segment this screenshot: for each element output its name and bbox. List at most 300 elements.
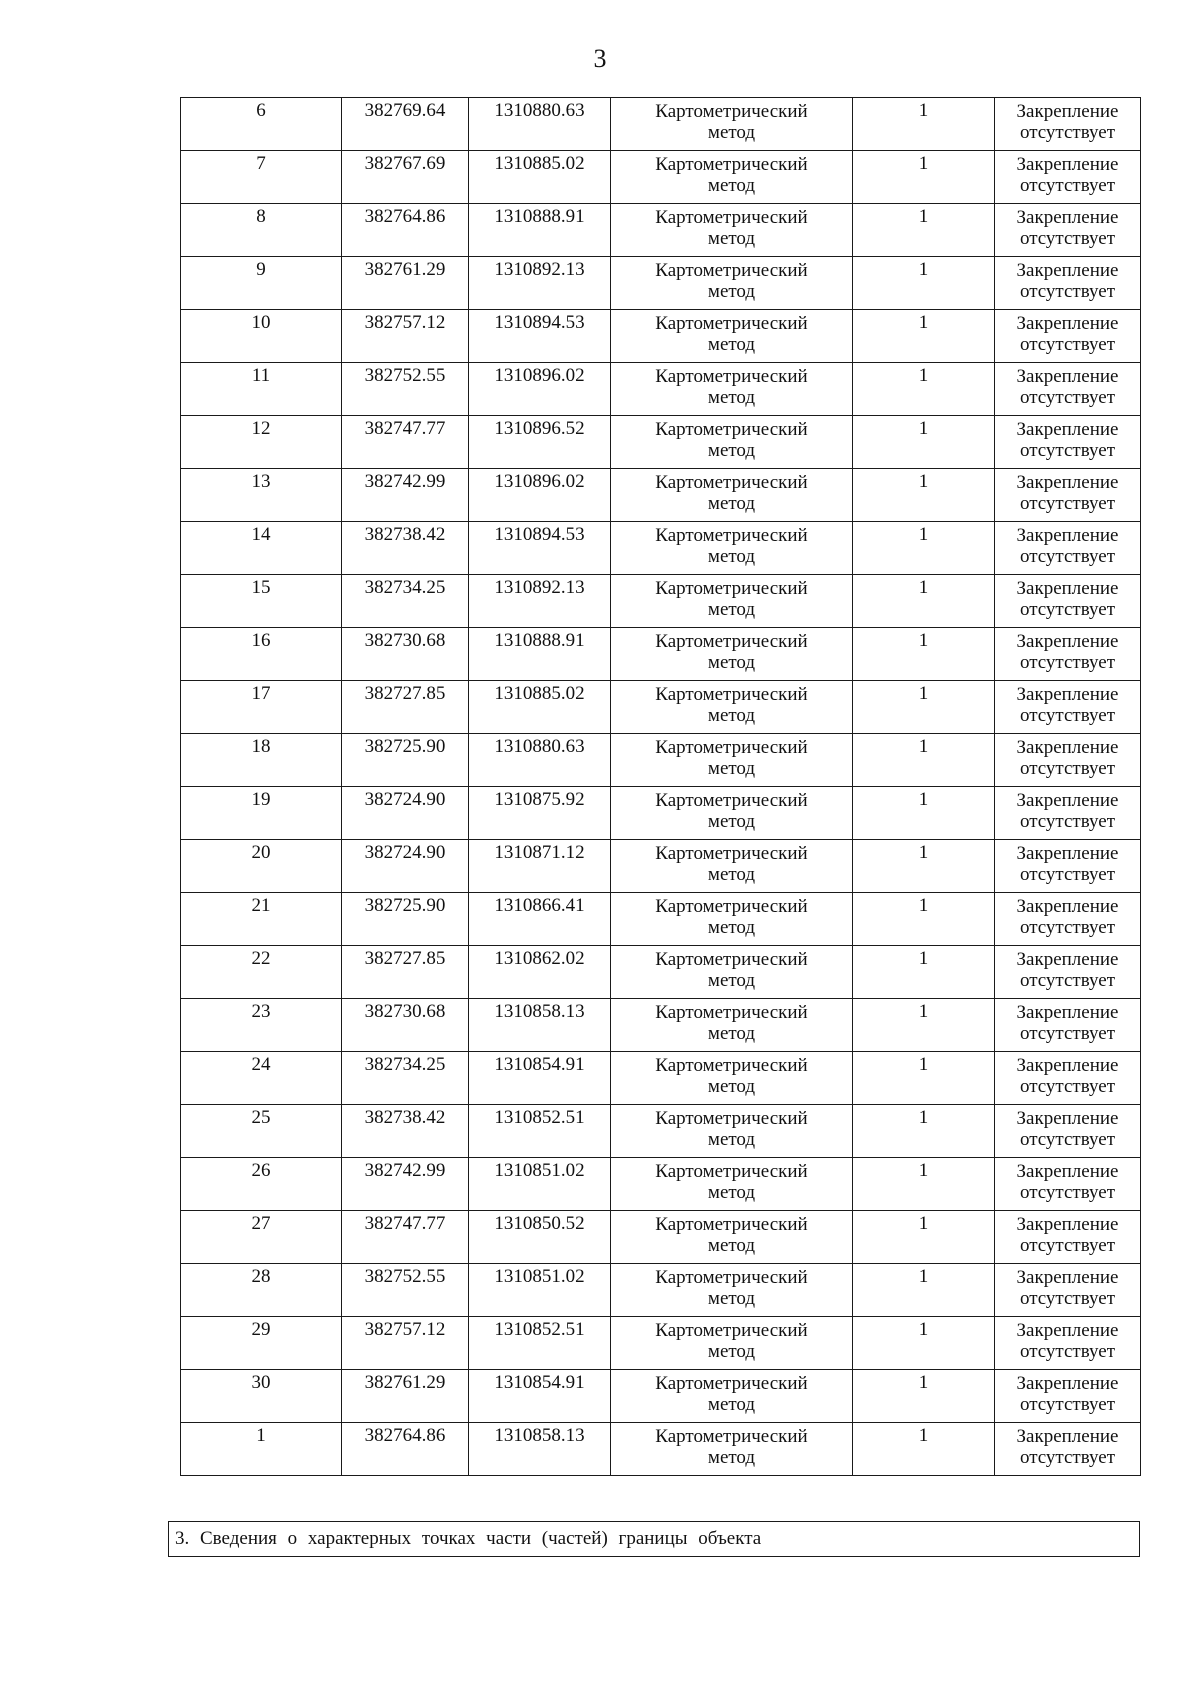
fixation-cell xyxy=(995,416,1141,469)
fixation-line-2: отсутствует xyxy=(1019,705,1116,726)
x-coordinate-cell xyxy=(342,363,469,416)
point-number: 30 xyxy=(251,1372,271,1393)
point-number-cell xyxy=(181,840,342,893)
method-line-2: метод xyxy=(707,705,756,726)
y-coordinate-cell xyxy=(469,204,611,257)
table-row xyxy=(181,999,1141,1052)
method-cell xyxy=(611,787,853,840)
table-row xyxy=(181,363,1141,416)
method-cell xyxy=(611,363,853,416)
y-coordinate-cell xyxy=(469,1423,611,1476)
method-line-2: метод xyxy=(707,387,756,408)
method-line-1: Картометрический xyxy=(655,1320,808,1341)
fixation-cell xyxy=(995,681,1141,734)
fixation-line-2: отсутствует xyxy=(1019,228,1116,249)
fixation-line-2: отсутствует xyxy=(1019,599,1116,620)
x-coordinate: 382734.25 xyxy=(364,577,446,598)
fixation-line-2: отсутствует xyxy=(1019,440,1116,461)
accuracy-cell xyxy=(853,1158,995,1211)
accuracy-cell xyxy=(853,840,995,893)
page-number: 3 xyxy=(593,44,607,73)
y-coordinate: 1310885.02 xyxy=(494,683,585,704)
table-row xyxy=(181,946,1141,999)
fixation-line-1: Закрепление xyxy=(1016,1214,1119,1235)
point-number: 28 xyxy=(251,1266,271,1287)
method-cell xyxy=(611,1052,853,1105)
fixation-line-1: Закрепление xyxy=(1016,154,1119,175)
x-coordinate-cell xyxy=(342,522,469,575)
method-line-2: метод xyxy=(707,281,756,302)
method-line-1: Картометрический xyxy=(655,1002,808,1023)
method-cell xyxy=(611,999,853,1052)
fixation-line-1: Закрепление xyxy=(1016,207,1119,228)
y-coordinate: 1310880.63 xyxy=(494,736,585,757)
method-cell xyxy=(611,416,853,469)
y-coordinate-cell xyxy=(469,151,611,204)
table-row xyxy=(181,151,1141,204)
method-line-1: Картометрический xyxy=(655,366,808,387)
y-coordinate-cell xyxy=(469,522,611,575)
table-row xyxy=(181,893,1141,946)
x-coordinate: 382761.29 xyxy=(364,1372,446,1393)
method-cell xyxy=(611,1211,853,1264)
y-coordinate: 1310854.91 xyxy=(494,1054,585,1075)
fixation-cell xyxy=(995,522,1141,575)
y-coordinate-cell xyxy=(469,999,611,1052)
accuracy-value: 1 xyxy=(918,683,929,704)
method-line-1: Картометрический xyxy=(655,313,808,334)
x-coordinate-cell xyxy=(342,469,469,522)
fixation-cell xyxy=(995,946,1141,999)
point-number-cell xyxy=(181,416,342,469)
y-coordinate-cell xyxy=(469,363,611,416)
method-cell xyxy=(611,1105,853,1158)
y-coordinate-cell xyxy=(469,787,611,840)
point-number-cell xyxy=(181,575,342,628)
y-coordinate: 1310894.53 xyxy=(494,524,585,545)
table-row xyxy=(181,204,1141,257)
fixation-line-2: отсутствует xyxy=(1019,1076,1116,1097)
fixation-cell xyxy=(995,257,1141,310)
fixation-line-1: Закрепление xyxy=(1016,1161,1119,1182)
method-line-2: метод xyxy=(707,1076,756,1097)
fixation-cell xyxy=(995,1158,1141,1211)
x-coordinate: 382727.85 xyxy=(364,683,446,704)
y-coordinate: 1310885.02 xyxy=(494,153,585,174)
accuracy-value: 1 xyxy=(918,1319,929,1340)
x-coordinate-cell xyxy=(342,204,469,257)
x-coordinate: 382725.90 xyxy=(364,736,446,757)
method-line-1: Картометрический xyxy=(655,790,808,811)
x-coordinate-cell xyxy=(342,734,469,787)
table-row xyxy=(181,257,1141,310)
fixation-cell xyxy=(995,840,1141,893)
fixation-line-1: Закрепление xyxy=(1016,1320,1119,1341)
fixation-line-1: Закрепление xyxy=(1016,1055,1119,1076)
point-number-cell xyxy=(181,469,342,522)
point-number-cell xyxy=(181,257,342,310)
y-coordinate: 1310852.51 xyxy=(494,1319,585,1340)
section-3-heading: 3. Сведения о характерных точках части (частей) границы объекта xyxy=(169,1522,1140,1557)
fixation-cell xyxy=(995,1105,1141,1158)
x-coordinate: 382727.85 xyxy=(364,948,446,969)
fixation-line-1: Закрепление xyxy=(1016,1426,1119,1447)
fixation-line-1: Закрепление xyxy=(1016,1002,1119,1023)
y-coordinate-cell xyxy=(469,734,611,787)
table-row xyxy=(181,522,1141,575)
method-line-1: Картометрический xyxy=(655,1426,808,1447)
method-line-1: Картометрический xyxy=(655,154,808,175)
method-line-1: Картометрический xyxy=(655,1108,808,1129)
y-coordinate-cell xyxy=(469,1158,611,1211)
fixation-line-2: отсутствует xyxy=(1019,1023,1116,1044)
y-coordinate: 1310875.92 xyxy=(494,789,585,810)
x-coordinate-cell xyxy=(342,999,469,1052)
point-number: 16 xyxy=(251,630,271,651)
point-number: 7 xyxy=(256,153,266,174)
y-coordinate: 1310866.41 xyxy=(494,895,585,916)
method-line-2: метод xyxy=(707,758,756,779)
accuracy-cell xyxy=(853,893,995,946)
fixation-line-1: Закрепление xyxy=(1016,101,1119,122)
point-number: 1 xyxy=(256,1425,266,1446)
y-coordinate-cell xyxy=(469,257,611,310)
table-row xyxy=(181,840,1141,893)
method-line-1: Картометрический xyxy=(655,843,808,864)
point-number: 19 xyxy=(251,789,271,810)
fixation-line-1: Закрепление xyxy=(1016,949,1119,970)
fixation-cell xyxy=(995,1264,1141,1317)
method-line-2: метод xyxy=(707,228,756,249)
accuracy-cell xyxy=(853,1264,995,1317)
fixation-line-1: Закрепление xyxy=(1016,737,1119,758)
table-row xyxy=(181,1052,1141,1105)
method-line-1: Картометрический xyxy=(655,1267,808,1288)
method-line-1: Картометрический xyxy=(655,472,808,493)
y-coordinate: 1310880.63 xyxy=(494,100,585,121)
fixation-line-1: Закрепление xyxy=(1016,366,1119,387)
fixation-cell xyxy=(995,1211,1141,1264)
y-coordinate: 1310852.51 xyxy=(494,1107,585,1128)
fixation-cell xyxy=(995,151,1141,204)
fixation-line-2: отсутствует xyxy=(1019,811,1116,832)
point-number: 12 xyxy=(251,418,271,439)
method-cell xyxy=(611,98,853,151)
method-line-1: Картометрический xyxy=(655,949,808,970)
fixation-cell xyxy=(995,204,1141,257)
x-coordinate: 382769.64 xyxy=(364,100,446,121)
accuracy-value: 1 xyxy=(918,206,929,227)
point-number-cell xyxy=(181,363,342,416)
accuracy-value: 1 xyxy=(918,100,929,121)
accuracy-cell xyxy=(853,1370,995,1423)
method-cell xyxy=(611,257,853,310)
fixation-line-2: отсутствует xyxy=(1019,652,1116,673)
method-line-2: метод xyxy=(707,334,756,355)
table-row xyxy=(181,1317,1141,1370)
x-coordinate-cell xyxy=(342,151,469,204)
table-row xyxy=(181,575,1141,628)
accuracy-cell xyxy=(853,257,995,310)
table-row xyxy=(181,416,1141,469)
point-number-cell xyxy=(181,522,342,575)
accuracy-value: 1 xyxy=(918,577,929,598)
y-coordinate-cell xyxy=(469,1264,611,1317)
accuracy-value: 1 xyxy=(918,524,929,545)
method-line-2: метод xyxy=(707,970,756,991)
accuracy-cell xyxy=(853,575,995,628)
method-line-2: метод xyxy=(707,175,756,196)
method-line-2: метод xyxy=(707,1394,756,1415)
x-coordinate: 382747.77 xyxy=(364,418,446,439)
y-coordinate: 1310888.91 xyxy=(494,206,585,227)
x-coordinate: 382730.68 xyxy=(364,630,446,651)
method-cell xyxy=(611,522,853,575)
method-line-1: Картометрический xyxy=(655,207,808,228)
method-cell xyxy=(611,681,853,734)
fixation-line-2: отсутствует xyxy=(1019,1341,1116,1362)
x-coordinate-cell xyxy=(342,1211,469,1264)
accuracy-value: 1 xyxy=(918,895,929,916)
y-coordinate-cell xyxy=(469,1105,611,1158)
accuracy-value: 1 xyxy=(918,1001,929,1022)
method-cell xyxy=(611,1317,853,1370)
accuracy-cell xyxy=(853,204,995,257)
method-line-1: Картометрический xyxy=(655,1055,808,1076)
accuracy-cell xyxy=(853,522,995,575)
method-cell xyxy=(611,469,853,522)
method-cell xyxy=(611,1158,853,1211)
method-line-1: Картометрический xyxy=(655,684,808,705)
point-number-cell xyxy=(181,893,342,946)
accuracy-cell xyxy=(853,1423,995,1476)
point-number: 21 xyxy=(251,895,271,916)
method-line-1: Картометрический xyxy=(655,1161,808,1182)
x-coordinate: 382764.86 xyxy=(364,206,446,227)
accuracy-cell xyxy=(853,946,995,999)
y-coordinate: 1310896.02 xyxy=(494,365,585,386)
point-number-cell xyxy=(181,1423,342,1476)
accuracy-cell xyxy=(853,310,995,363)
accuracy-value: 1 xyxy=(918,418,929,439)
point-number: 8 xyxy=(256,206,266,227)
method-cell xyxy=(611,151,853,204)
method-line-2: метод xyxy=(707,599,756,620)
method-cell xyxy=(611,893,853,946)
method-line-2: метод xyxy=(707,652,756,673)
fixation-line-1: Закрепление xyxy=(1016,313,1119,334)
method-cell xyxy=(611,840,853,893)
method-line-2: метод xyxy=(707,1341,756,1362)
fixation-cell xyxy=(995,999,1141,1052)
accuracy-value: 1 xyxy=(918,1372,929,1393)
y-coordinate-cell xyxy=(469,1052,611,1105)
method-line-2: метод xyxy=(707,811,756,832)
y-coordinate: 1310896.52 xyxy=(494,418,585,439)
method-cell xyxy=(611,734,853,787)
y-coordinate-cell xyxy=(469,840,611,893)
accuracy-value: 1 xyxy=(918,1054,929,1075)
x-coordinate: 382752.55 xyxy=(364,365,446,386)
y-coordinate: 1310892.13 xyxy=(494,577,585,598)
y-coordinate: 1310858.13 xyxy=(494,1425,585,1446)
method-cell xyxy=(611,1370,853,1423)
x-coordinate-cell xyxy=(342,257,469,310)
accuracy-cell xyxy=(853,1052,995,1105)
fixation-cell xyxy=(995,469,1141,522)
point-number: 29 xyxy=(251,1319,271,1340)
x-coordinate: 382767.69 xyxy=(364,153,446,174)
point-number-cell xyxy=(181,787,342,840)
fixation-line-1: Закрепление xyxy=(1016,525,1119,546)
fixation-line-2: отсутствует xyxy=(1019,1182,1116,1203)
fixation-cell xyxy=(995,575,1141,628)
fixation-line-1: Закрепление xyxy=(1016,1108,1119,1129)
accuracy-value: 1 xyxy=(918,312,929,333)
fixation-cell xyxy=(995,98,1141,151)
x-coordinate-cell xyxy=(342,628,469,681)
method-cell xyxy=(611,310,853,363)
method-line-1: Картометрический xyxy=(655,101,808,122)
accuracy-value: 1 xyxy=(918,1160,929,1181)
fixation-line-2: отсутствует xyxy=(1019,1288,1116,1309)
point-number: 27 xyxy=(251,1213,271,1234)
fixation-line-1: Закрепление xyxy=(1016,1267,1119,1288)
point-number: 26 xyxy=(251,1160,271,1181)
method-line-1: Картометрический xyxy=(655,737,808,758)
fixation-cell xyxy=(995,1052,1141,1105)
y-coordinate-cell xyxy=(469,1211,611,1264)
x-coordinate-cell xyxy=(342,1264,469,1317)
x-coordinate-cell xyxy=(342,1370,469,1423)
method-line-2: метод xyxy=(707,1447,756,1468)
method-line-1: Картометрический xyxy=(655,896,808,917)
accuracy-cell xyxy=(853,469,995,522)
fixation-line-1: Закрепление xyxy=(1016,790,1119,811)
method-cell xyxy=(611,204,853,257)
y-coordinate: 1310854.91 xyxy=(494,1372,585,1393)
fixation-cell xyxy=(995,893,1141,946)
y-coordinate-cell xyxy=(469,681,611,734)
y-coordinate: 1310858.13 xyxy=(494,1001,585,1022)
method-line-1: Картометрический xyxy=(655,260,808,281)
point-number: 23 xyxy=(251,1001,271,1022)
fixation-cell xyxy=(995,363,1141,416)
x-coordinate-cell xyxy=(342,310,469,363)
accuracy-cell xyxy=(853,1317,995,1370)
fixation-cell xyxy=(995,1423,1141,1476)
fixation-line-1: Закрепление xyxy=(1016,419,1119,440)
fixation-line-2: отсутствует xyxy=(1019,334,1116,355)
accuracy-value: 1 xyxy=(918,789,929,810)
accuracy-cell xyxy=(853,734,995,787)
x-coordinate: 382724.90 xyxy=(364,842,446,863)
method-line-1: Картометрический xyxy=(655,1373,808,1394)
y-coordinate: 1310851.02 xyxy=(494,1160,585,1181)
x-coordinate: 382764.86 xyxy=(364,1425,446,1446)
x-coordinate: 382738.42 xyxy=(364,524,446,545)
y-coordinate-cell xyxy=(469,946,611,999)
accuracy-value: 1 xyxy=(918,630,929,651)
method-line-2: метод xyxy=(707,122,756,143)
fixation-line-2: отсутствует xyxy=(1019,175,1116,196)
method-line-1: Картометрический xyxy=(655,631,808,652)
fixation-line-2: отсутствует xyxy=(1019,1235,1116,1256)
method-line-2: метод xyxy=(707,1288,756,1309)
table-row xyxy=(181,1370,1141,1423)
point-number-cell xyxy=(181,1105,342,1158)
method-line-2: метод xyxy=(707,1182,756,1203)
x-coordinate: 382761.29 xyxy=(364,259,446,280)
point-number: 10 xyxy=(251,312,271,333)
point-number-cell xyxy=(181,151,342,204)
y-coordinate-cell xyxy=(469,416,611,469)
method-line-2: метод xyxy=(707,493,756,514)
point-number-cell xyxy=(181,734,342,787)
accuracy-cell xyxy=(853,416,995,469)
x-coordinate-cell xyxy=(342,1105,469,1158)
accuracy-value: 1 xyxy=(918,736,929,757)
accuracy-value: 1 xyxy=(918,365,929,386)
point-number-cell xyxy=(181,1052,342,1105)
boundary-points-table xyxy=(180,97,1141,1476)
x-coordinate: 382734.25 xyxy=(364,1054,446,1075)
point-number-cell xyxy=(181,310,342,363)
point-number-cell xyxy=(181,1211,342,1264)
y-coordinate: 1310888.91 xyxy=(494,630,585,651)
point-number: 14 xyxy=(251,524,271,545)
point-number: 11 xyxy=(251,365,271,386)
method-cell xyxy=(611,1264,853,1317)
method-line-2: метод xyxy=(707,1235,756,1256)
table-row xyxy=(181,628,1141,681)
method-line-2: метод xyxy=(707,864,756,885)
fixation-line-2: отсутствует xyxy=(1019,970,1116,991)
y-coordinate: 1310892.13 xyxy=(494,259,585,280)
y-coordinate-cell xyxy=(469,1370,611,1423)
point-number: 17 xyxy=(251,683,271,704)
fixation-line-2: отсутствует xyxy=(1019,387,1116,408)
table-row xyxy=(181,1211,1141,1264)
fixation-line-2: отсутствует xyxy=(1019,758,1116,779)
section-3-heading-row xyxy=(169,1522,1140,1557)
y-coordinate: 1310871.12 xyxy=(494,842,585,863)
fixation-line-1: Закрепление xyxy=(1016,472,1119,493)
y-coordinate: 1310894.53 xyxy=(494,312,585,333)
accuracy-value: 1 xyxy=(918,948,929,969)
accuracy-value: 1 xyxy=(918,842,929,863)
x-coordinate: 382747.77 xyxy=(364,1213,446,1234)
fixation-line-2: отсутствует xyxy=(1019,864,1116,885)
fixation-line-2: отсутствует xyxy=(1019,546,1116,567)
fixation-line-1: Закрепление xyxy=(1016,896,1119,917)
fixation-line-1: Закрепление xyxy=(1016,260,1119,281)
method-line-1: Картометрический xyxy=(655,419,808,440)
point-number: 22 xyxy=(251,948,271,969)
accuracy-value: 1 xyxy=(918,1266,929,1287)
y-coordinate: 1310862.02 xyxy=(494,948,585,969)
point-number-cell xyxy=(181,946,342,999)
point-number-cell xyxy=(181,628,342,681)
fixation-line-2: отсутствует xyxy=(1019,1129,1116,1150)
accuracy-value: 1 xyxy=(918,471,929,492)
method-line-2: метод xyxy=(707,546,756,567)
point-number: 13 xyxy=(251,471,271,492)
y-coordinate-cell xyxy=(469,310,611,363)
accuracy-cell xyxy=(853,363,995,416)
x-coordinate: 382724.90 xyxy=(364,789,446,810)
point-number-cell xyxy=(181,204,342,257)
